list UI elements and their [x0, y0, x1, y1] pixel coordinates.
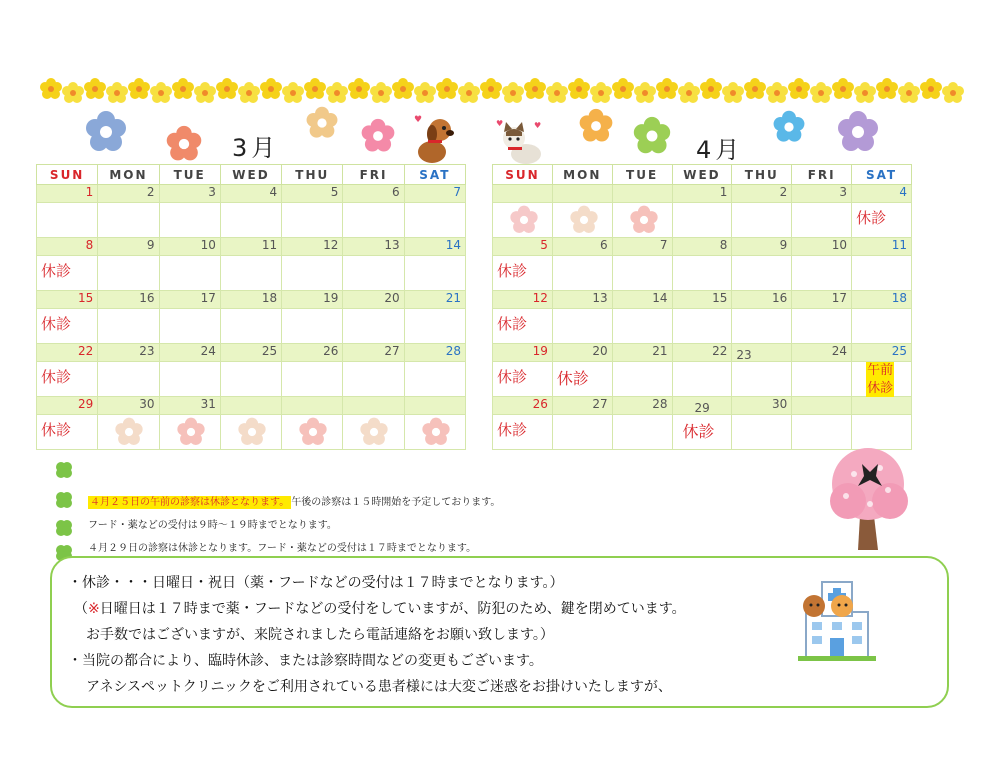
- info-box: [50, 556, 949, 708]
- day-cell[interactable]: [792, 256, 852, 291]
- day-number: 4: [852, 185, 912, 203]
- day-number: 1: [37, 185, 98, 203]
- day-cell[interactable]: [37, 256, 98, 291]
- day-number: 1: [672, 185, 732, 203]
- svg-text:♥: ♥: [534, 121, 542, 130]
- weekday-header: TUE: [159, 165, 220, 185]
- day-number: 24: [792, 344, 852, 362]
- yellow-flower-icon: [172, 78, 194, 100]
- day-cell[interactable]: [159, 415, 220, 450]
- day-number: 7: [612, 238, 672, 256]
- day-cell[interactable]: [343, 309, 404, 344]
- day-cell[interactable]: [672, 256, 732, 291]
- yellow-flower-icon: [568, 78, 590, 100]
- pale-flower-icon: [114, 417, 144, 447]
- closed-label: 休診: [867, 381, 894, 396]
- day-cell[interactable]: [37, 309, 98, 344]
- yellow-flower-icon: [832, 78, 854, 100]
- day-number: 8: [672, 238, 732, 256]
- weekday-header: SAT: [404, 165, 465, 185]
- svg-text:♥: ♥: [496, 119, 504, 128]
- weekday-header: FRI: [792, 165, 852, 185]
- yellow-flower-icon: [304, 78, 326, 100]
- closed-label: 休診: [497, 368, 528, 386]
- day-number: 26: [493, 397, 553, 415]
- yellow-flower-icon: [260, 78, 282, 100]
- yellow-flower-icon: [436, 78, 458, 100]
- day-cell[interactable]: [404, 362, 465, 397]
- hospital-icon: [792, 572, 882, 662]
- yellow-flower-icon: [678, 82, 700, 104]
- day-cell[interactable]: [552, 309, 612, 344]
- march-title: 3月: [232, 134, 280, 162]
- note-line-1: [88, 493, 500, 508]
- info-line-2-paren: （: [74, 601, 88, 617]
- day-number: 4: [220, 185, 281, 203]
- day-cell[interactable]: [732, 256, 792, 291]
- day-cell[interactable]: [37, 203, 98, 238]
- day-cell[interactable]: [404, 203, 465, 238]
- day-number: [282, 397, 343, 415]
- yellow-flower-icon: [744, 78, 766, 100]
- day-number: 14: [404, 238, 465, 256]
- morning-label: 午前: [867, 363, 894, 378]
- day-number: 28: [404, 344, 465, 362]
- day-number: 23: [98, 344, 159, 362]
- clover-icon: [54, 518, 74, 538]
- yellow-flower-icon: [854, 82, 876, 104]
- yellow-flower-icon: [634, 82, 656, 104]
- day-number: [552, 185, 612, 203]
- day-number: 31: [159, 397, 220, 415]
- blue-flower-icon: [84, 110, 128, 154]
- day-number: [493, 185, 553, 203]
- day-number: 12: [282, 238, 343, 256]
- day-number: 5: [493, 238, 553, 256]
- yellow-flower-icon: [788, 78, 810, 100]
- info-line-2: [74, 598, 686, 618]
- day-number: 21: [404, 291, 465, 309]
- info-line-4: ・当院の都合により、臨時休診、または診察時間などの変更もございます。: [68, 653, 543, 669]
- day-number: 11: [852, 238, 912, 256]
- weekday-header: WED: [220, 165, 281, 185]
- day-number: 27: [343, 344, 404, 362]
- day-cell[interactable]: [404, 309, 465, 344]
- day-cell[interactable]: [98, 415, 159, 450]
- yellow-flower-icon: [502, 82, 524, 104]
- day-number: 23: [736, 348, 752, 362]
- yellow-flower-icon: [942, 82, 964, 104]
- day-cell[interactable]: [37, 362, 98, 397]
- info-line-1: ・休診・・・日曜日・祝日（薬・フードなどの受付は１７時までとなります。）: [68, 575, 564, 591]
- closed-label: 休診: [41, 262, 72, 280]
- day-cell[interactable]: [404, 415, 465, 450]
- closed-label: 休診: [41, 368, 72, 386]
- pale-flower-icon: [298, 417, 328, 447]
- info-line-2-mark: ※: [88, 601, 100, 617]
- day-cell[interactable]: [612, 415, 672, 450]
- day-number: [404, 397, 465, 415]
- day-cell[interactable]: [612, 309, 672, 344]
- day-cell[interactable]: [220, 415, 281, 450]
- day-number: 17: [159, 291, 220, 309]
- day-cell[interactable]: [612, 203, 672, 238]
- note-line-2: フード・薬などの受付は９時～１９時までとなります。: [88, 520, 337, 531]
- yellow-flower-icon: [106, 82, 128, 104]
- day-cell[interactable]: [282, 362, 343, 397]
- day-cell[interactable]: [732, 203, 792, 238]
- day-number: [612, 185, 672, 203]
- day-cell[interactable]: [282, 309, 343, 344]
- flower-garland: [40, 78, 960, 108]
- day-number: 9: [98, 238, 159, 256]
- closed-label: 休診: [497, 262, 528, 280]
- day-cell[interactable]: [493, 309, 553, 344]
- pale-flower-icon: [359, 417, 389, 447]
- day-number: 29: [694, 401, 710, 415]
- day-number: 2: [732, 185, 792, 203]
- yellow-flower-icon: [612, 78, 634, 100]
- dog-icon: [408, 110, 460, 166]
- pale-flower-icon: [176, 417, 206, 447]
- beige-flower-icon: [305, 106, 339, 140]
- day-cell[interactable]: [282, 203, 343, 238]
- day-number: 2: [98, 185, 159, 203]
- cat-icon: [496, 118, 546, 166]
- day-number: 18: [220, 291, 281, 309]
- pale-flower-icon: [629, 205, 659, 235]
- day-number: [220, 397, 281, 415]
- weekday-header: MON: [552, 165, 612, 185]
- day-number: 21: [612, 344, 672, 362]
- closed-label: 休診: [682, 422, 715, 441]
- weekday-header: THU: [732, 165, 792, 185]
- day-number: 30: [98, 397, 159, 415]
- day-cell[interactable]: [852, 362, 912, 397]
- day-cell[interactable]: [493, 256, 553, 291]
- yellow-flower-icon: [40, 78, 62, 100]
- weekday-header: WED: [672, 165, 732, 185]
- day-cell[interactable]: [792, 309, 852, 344]
- day-cell[interactable]: [732, 348, 792, 397]
- march-calendar: [36, 164, 466, 450]
- day-cell[interactable]: [672, 309, 732, 344]
- day-number: 20: [343, 291, 404, 309]
- pale-flower-icon: [509, 205, 539, 235]
- day-number: 6: [343, 185, 404, 203]
- day-cell[interactable]: [493, 362, 553, 397]
- yellow-flower-icon: [656, 78, 678, 100]
- day-number: 25: [220, 344, 281, 362]
- day-number: 14: [612, 291, 672, 309]
- info-line-5: アネシスペットクリニックをご利用されている患者様には大変ご迷惑をお掛けいたしますが、: [86, 679, 672, 695]
- morning-closed-label: [866, 362, 894, 398]
- day-cell[interactable]: [98, 362, 159, 397]
- blue-flower-icon-2: [772, 110, 806, 144]
- yellow-flower-icon: [128, 78, 150, 100]
- day-number: 22: [672, 344, 732, 362]
- yellow-flower-icon: [370, 82, 392, 104]
- day-cell[interactable]: [159, 256, 220, 291]
- day-number: [852, 397, 912, 415]
- yellow-flower-icon: [216, 78, 238, 100]
- day-cell[interactable]: [343, 256, 404, 291]
- day-cell[interactable]: [852, 256, 912, 291]
- clover-icon: [54, 460, 74, 480]
- day-cell[interactable]: [552, 256, 612, 291]
- day-number: 11: [220, 238, 281, 256]
- weekday-header: SAT: [852, 165, 912, 185]
- day-number: 24: [159, 344, 220, 362]
- purple-flower-icon: [836, 110, 880, 154]
- day-cell[interactable]: [552, 415, 612, 450]
- day-cell[interactable]: [732, 415, 792, 450]
- day-number: 13: [343, 238, 404, 256]
- day-number: 7: [404, 185, 465, 203]
- yellow-flower-icon: [348, 78, 370, 100]
- day-cell[interactable]: [792, 415, 852, 450]
- closed-label: 休診: [41, 315, 72, 333]
- cherry-tree-icon: [818, 446, 918, 556]
- yellow-flower-icon: [150, 82, 172, 104]
- day-number: 3: [792, 185, 852, 203]
- yellow-flower-icon: [480, 78, 502, 100]
- day-number: 10: [792, 238, 852, 256]
- pale-flower-icon: [421, 417, 451, 447]
- day-number: [343, 397, 404, 415]
- day-number: 29: [37, 397, 98, 415]
- day-number: 22: [37, 344, 98, 362]
- orange-flower-icon-2: [578, 108, 614, 144]
- pale-flower-icon: [237, 417, 267, 447]
- weekday-header: MON: [98, 165, 159, 185]
- day-cell[interactable]: [493, 415, 553, 450]
- closed-label: 休診: [856, 209, 887, 227]
- day-number: 30: [732, 397, 792, 415]
- yellow-flower-icon: [920, 78, 942, 100]
- day-number: 3: [159, 185, 220, 203]
- day-cell[interactable]: [852, 203, 912, 238]
- day-number: 13: [552, 291, 612, 309]
- day-cell[interactable]: [852, 415, 912, 450]
- day-number: 5: [282, 185, 343, 203]
- day-number: 20: [552, 344, 612, 362]
- day-cell[interactable]: [220, 256, 281, 291]
- note-line-1-rest: 午後の診察は１５時開始を予定しております。: [291, 497, 501, 508]
- yellow-flower-icon: [238, 82, 260, 104]
- yellow-flower-icon: [392, 78, 414, 100]
- yellow-flower-icon: [590, 82, 612, 104]
- yellow-flower-icon: [84, 78, 106, 100]
- day-number: 25: [852, 344, 912, 362]
- day-number: 27: [552, 397, 612, 415]
- closed-label: 休診: [41, 421, 72, 439]
- day-number: 15: [672, 291, 732, 309]
- weekday-header: THU: [282, 165, 343, 185]
- day-cell[interactable]: [792, 203, 852, 238]
- day-cell[interactable]: [98, 256, 159, 291]
- day-number: [792, 397, 852, 415]
- note-highlight: ４月２５日の午前の診察は休診となります。: [90, 497, 290, 508]
- day-number: 12: [493, 291, 553, 309]
- day-number: 28: [612, 397, 672, 415]
- weekday-header: SUN: [493, 165, 553, 185]
- pink-flower-icon: [360, 118, 396, 154]
- info-line-3: お手数ではございますが、来院されましたら電話連絡をお願い致します。）: [86, 627, 554, 643]
- yellow-flower-icon: [898, 82, 920, 104]
- yellow-flower-icon: [722, 82, 744, 104]
- yellow-flower-icon: [326, 82, 348, 104]
- day-cell[interactable]: [220, 362, 281, 397]
- day-cell[interactable]: [552, 362, 612, 397]
- note-line-3: ４月２９日の診察は休診となります。フード・薬などの受付は１７時までとなります。: [88, 543, 477, 554]
- day-number: 26: [282, 344, 343, 362]
- day-number: 19: [282, 291, 343, 309]
- day-cell[interactable]: [792, 362, 852, 397]
- day-cell[interactable]: [282, 415, 343, 450]
- day-number: 15: [37, 291, 98, 309]
- day-cell[interactable]: [98, 203, 159, 238]
- yellow-flower-icon: [62, 82, 84, 104]
- day-cell[interactable]: [552, 203, 612, 238]
- day-cell[interactable]: [343, 362, 404, 397]
- yellow-flower-icon: [546, 82, 568, 104]
- yellow-flower-icon: [766, 82, 788, 104]
- april-calendar: [492, 164, 912, 450]
- day-number: 16: [98, 291, 159, 309]
- day-cell[interactable]: [159, 362, 220, 397]
- day-cell[interactable]: [343, 203, 404, 238]
- weekday-header: FRI: [343, 165, 404, 185]
- yellow-flower-icon: [876, 78, 898, 100]
- yellow-flower-icon: [282, 82, 304, 104]
- day-cell[interactable]: [672, 362, 732, 397]
- day-cell[interactable]: [732, 309, 792, 344]
- day-cell[interactable]: [612, 362, 672, 397]
- yellow-flower-icon: [524, 78, 546, 100]
- yellow-flower-icon: [194, 82, 216, 104]
- day-cell[interactable]: [672, 401, 732, 450]
- day-cell[interactable]: [98, 309, 159, 344]
- day-number: 19: [493, 344, 553, 362]
- day-cell[interactable]: [672, 203, 732, 238]
- yellow-flower-icon: [414, 82, 436, 104]
- weekday-header: SUN: [37, 165, 98, 185]
- day-number: 17: [792, 291, 852, 309]
- green-flower-icon: [632, 116, 672, 156]
- day-number: 6: [552, 238, 612, 256]
- clover-icon: [54, 490, 74, 510]
- day-number: 8: [37, 238, 98, 256]
- yellow-flower-icon: [700, 78, 722, 100]
- day-cell[interactable]: [343, 415, 404, 450]
- closed-label: 休診: [497, 315, 528, 333]
- day-cell[interactable]: [220, 203, 281, 238]
- weekday-header: TUE: [612, 165, 672, 185]
- pale-flower-icon: [569, 205, 599, 235]
- day-cell[interactable]: [493, 203, 553, 238]
- orange-flower-icon: [165, 125, 203, 163]
- day-cell[interactable]: [159, 309, 220, 344]
- closed-label: 休診: [556, 369, 589, 388]
- yellow-flower-icon: [458, 82, 480, 104]
- april-title: 4月: [696, 136, 744, 164]
- day-number: 10: [159, 238, 220, 256]
- day-cell[interactable]: [159, 203, 220, 238]
- day-cell[interactable]: [282, 256, 343, 291]
- day-cell[interactable]: [404, 256, 465, 291]
- day-cell[interactable]: [852, 309, 912, 344]
- day-cell[interactable]: [37, 415, 98, 450]
- day-number: 18: [852, 291, 912, 309]
- yellow-flower-icon: [810, 82, 832, 104]
- svg-text:♥: ♥: [414, 115, 423, 125]
- closed-label: 休診: [497, 421, 528, 439]
- day-number: 9: [732, 238, 792, 256]
- day-number: 16: [732, 291, 792, 309]
- info-line-2-text: 日曜日は１７時まで薬・フードなどの受付をしていますが、防犯のため、鍵を閉めています。: [99, 601, 686, 617]
- day-cell[interactable]: [220, 309, 281, 344]
- day-cell[interactable]: [612, 256, 672, 291]
